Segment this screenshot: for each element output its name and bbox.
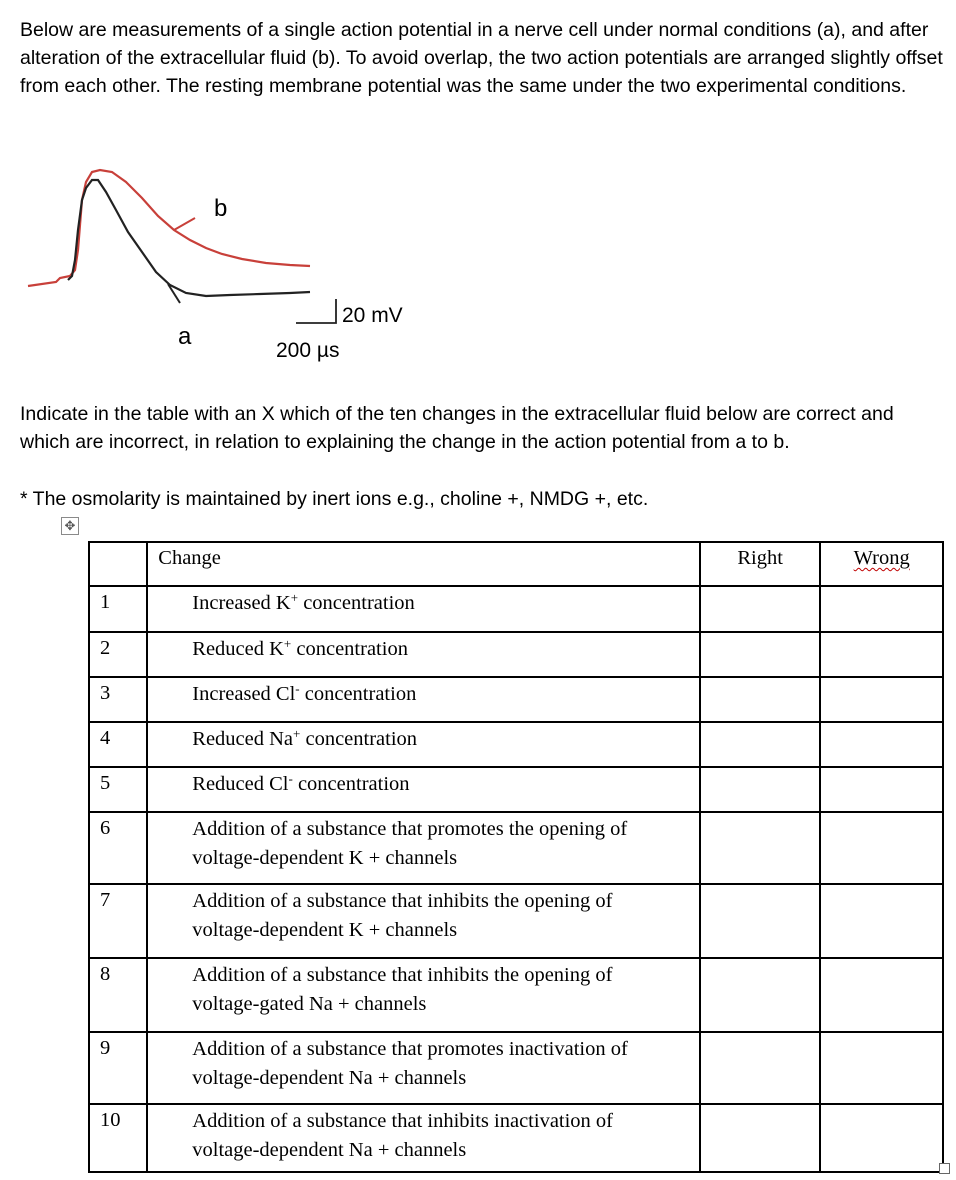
wrong-answer-cell[interactable] bbox=[820, 1104, 943, 1172]
header-wrong-label: Wrong bbox=[853, 547, 910, 569]
trace-a bbox=[68, 180, 310, 296]
label-b-pointer bbox=[174, 218, 195, 230]
change-description bbox=[148, 959, 699, 1025]
change-description bbox=[148, 813, 699, 879]
wrong-answer-cell[interactable] bbox=[820, 767, 943, 812]
change-cell bbox=[147, 1104, 700, 1172]
change-cell bbox=[147, 586, 700, 632]
right-answer-cell[interactable] bbox=[700, 1104, 821, 1172]
header-number-cell bbox=[89, 542, 147, 586]
header-right: Right bbox=[700, 542, 821, 586]
change-text-part: concentration bbox=[298, 592, 415, 614]
right-answer-cell[interactable] bbox=[700, 812, 821, 884]
change-description bbox=[148, 1033, 699, 1099]
ion-charge: + bbox=[283, 636, 292, 651]
wrong-answer-cell[interactable] bbox=[820, 884, 943, 958]
change-description bbox=[148, 587, 699, 624]
row-number: 2 bbox=[89, 632, 147, 677]
change-text-part: Increased Cl bbox=[192, 683, 296, 705]
change-cell bbox=[147, 677, 700, 722]
ion-charge: - bbox=[295, 681, 300, 696]
wrong-answer-cell[interactable] bbox=[820, 677, 943, 722]
change-description bbox=[148, 768, 699, 805]
change-line: Addition of a substance that promotes the opening of bbox=[192, 818, 628, 840]
right-answer-cell[interactable] bbox=[700, 677, 821, 722]
table-header-row bbox=[89, 542, 943, 586]
change-cell bbox=[147, 767, 700, 812]
answer-table bbox=[88, 541, 944, 1173]
table-row bbox=[89, 812, 943, 884]
table-row bbox=[89, 1104, 943, 1172]
change-text-part: Reduced K bbox=[192, 638, 284, 660]
right-answer-cell[interactable] bbox=[700, 884, 821, 958]
row-number: 6 bbox=[89, 812, 147, 884]
wrong-answer-cell[interactable] bbox=[820, 632, 943, 677]
change-line: Addition of a substance that inhibits the opening of bbox=[192, 890, 613, 912]
row-number: 1 bbox=[89, 586, 147, 632]
change-line: Addition of a substance that promotes inactivation of bbox=[192, 1038, 628, 1060]
change-text-part: concentration bbox=[291, 638, 408, 660]
table-row bbox=[89, 722, 943, 767]
change-description bbox=[148, 723, 699, 760]
wrong-answer-cell[interactable] bbox=[820, 722, 943, 767]
header-wrong bbox=[820, 542, 943, 586]
action-potential-figure bbox=[20, 160, 440, 370]
instruction-paragraph: Indicate in the table with an X which of the ten changes in the extracellular fluid below are correct and which are incorrect, in relation to explaining the change in the action potential from a to b. bbox=[20, 403, 894, 453]
row-number: 9 bbox=[89, 1032, 147, 1104]
table-row bbox=[89, 884, 943, 958]
table-row bbox=[89, 586, 943, 632]
table-row bbox=[89, 958, 943, 1032]
wrong-answer-cell[interactable] bbox=[820, 812, 943, 884]
wrong-answer-cell[interactable] bbox=[820, 1032, 943, 1104]
label-a: a bbox=[178, 323, 192, 350]
change-text-part: Increased K bbox=[192, 592, 291, 614]
move-icon: ✥ bbox=[64, 518, 76, 534]
change-line: voltage-dependent K + channels bbox=[192, 847, 458, 869]
change-text-part: concentration bbox=[299, 683, 417, 705]
row-number: 10 bbox=[89, 1104, 147, 1172]
change-text-part: Reduced Na bbox=[192, 728, 294, 750]
table-row bbox=[89, 677, 943, 722]
table-move-handle[interactable] bbox=[61, 517, 79, 535]
change-line: voltage-dependent K + channels bbox=[192, 919, 458, 941]
ion-charge: - bbox=[288, 771, 293, 786]
change-description bbox=[148, 633, 699, 670]
scale-voltage-label: 20 mV bbox=[342, 304, 403, 327]
row-number: 4 bbox=[89, 722, 147, 767]
change-cell bbox=[147, 1032, 700, 1104]
wrong-answer-cell[interactable] bbox=[820, 958, 943, 1032]
trace-b bbox=[28, 170, 310, 286]
scale-time-label: 200 µs bbox=[276, 339, 340, 362]
change-cell bbox=[147, 884, 700, 958]
change-text-part: concentration bbox=[300, 728, 418, 750]
change-description bbox=[148, 1105, 699, 1171]
table-resize-handle[interactable] bbox=[939, 1163, 950, 1174]
right-answer-cell[interactable] bbox=[700, 1032, 821, 1104]
change-cell bbox=[147, 632, 700, 677]
change-line: Addition of a substance that inhibits inactivation of bbox=[192, 1110, 614, 1132]
osmolarity-note: * The osmolarity is maintained by inert ions e.g., choline +, NMDG +, etc. bbox=[20, 488, 649, 510]
right-answer-cell[interactable] bbox=[700, 722, 821, 767]
right-answer-cell[interactable] bbox=[700, 958, 821, 1032]
change-line: voltage-gated Na + channels bbox=[192, 993, 427, 1015]
change-line: Addition of a substance that inhibits the opening of bbox=[192, 964, 613, 986]
header-change: Change bbox=[147, 542, 700, 586]
change-description bbox=[148, 885, 699, 951]
change-cell bbox=[147, 812, 700, 884]
wrong-answer-cell[interactable] bbox=[820, 586, 943, 632]
table-row bbox=[89, 1032, 943, 1104]
table-row bbox=[89, 767, 943, 812]
row-number: 8 bbox=[89, 958, 147, 1032]
change-line: voltage-dependent Na + channels bbox=[192, 1139, 467, 1161]
label-b: b bbox=[214, 195, 228, 222]
change-cell bbox=[147, 958, 700, 1032]
change-description bbox=[148, 678, 699, 715]
row-number: 3 bbox=[89, 677, 147, 722]
table-row bbox=[89, 632, 943, 677]
right-answer-cell[interactable] bbox=[700, 632, 821, 677]
right-answer-cell[interactable] bbox=[700, 586, 821, 632]
row-number: 7 bbox=[89, 884, 147, 958]
ion-charge: + bbox=[290, 590, 299, 605]
change-text-part: Reduced Cl bbox=[192, 773, 289, 795]
scale-bar bbox=[296, 299, 336, 323]
change-text-part: concentration bbox=[292, 773, 410, 795]
change-cell bbox=[147, 722, 700, 767]
change-line: voltage-dependent Na + channels bbox=[192, 1067, 467, 1089]
right-answer-cell[interactable] bbox=[700, 767, 821, 812]
ion-charge: + bbox=[293, 726, 301, 741]
row-number: 5 bbox=[89, 767, 147, 812]
intro-paragraph: Below are measurements of a single action potential in a nerve cell under normal conditions (a), and after alteration of the extracellular fluid (b). To avoid overlap, the two action potentials are arranged slightly offset from each other. The resting membrane potential was the same under the two experimental conditions. bbox=[20, 19, 943, 97]
